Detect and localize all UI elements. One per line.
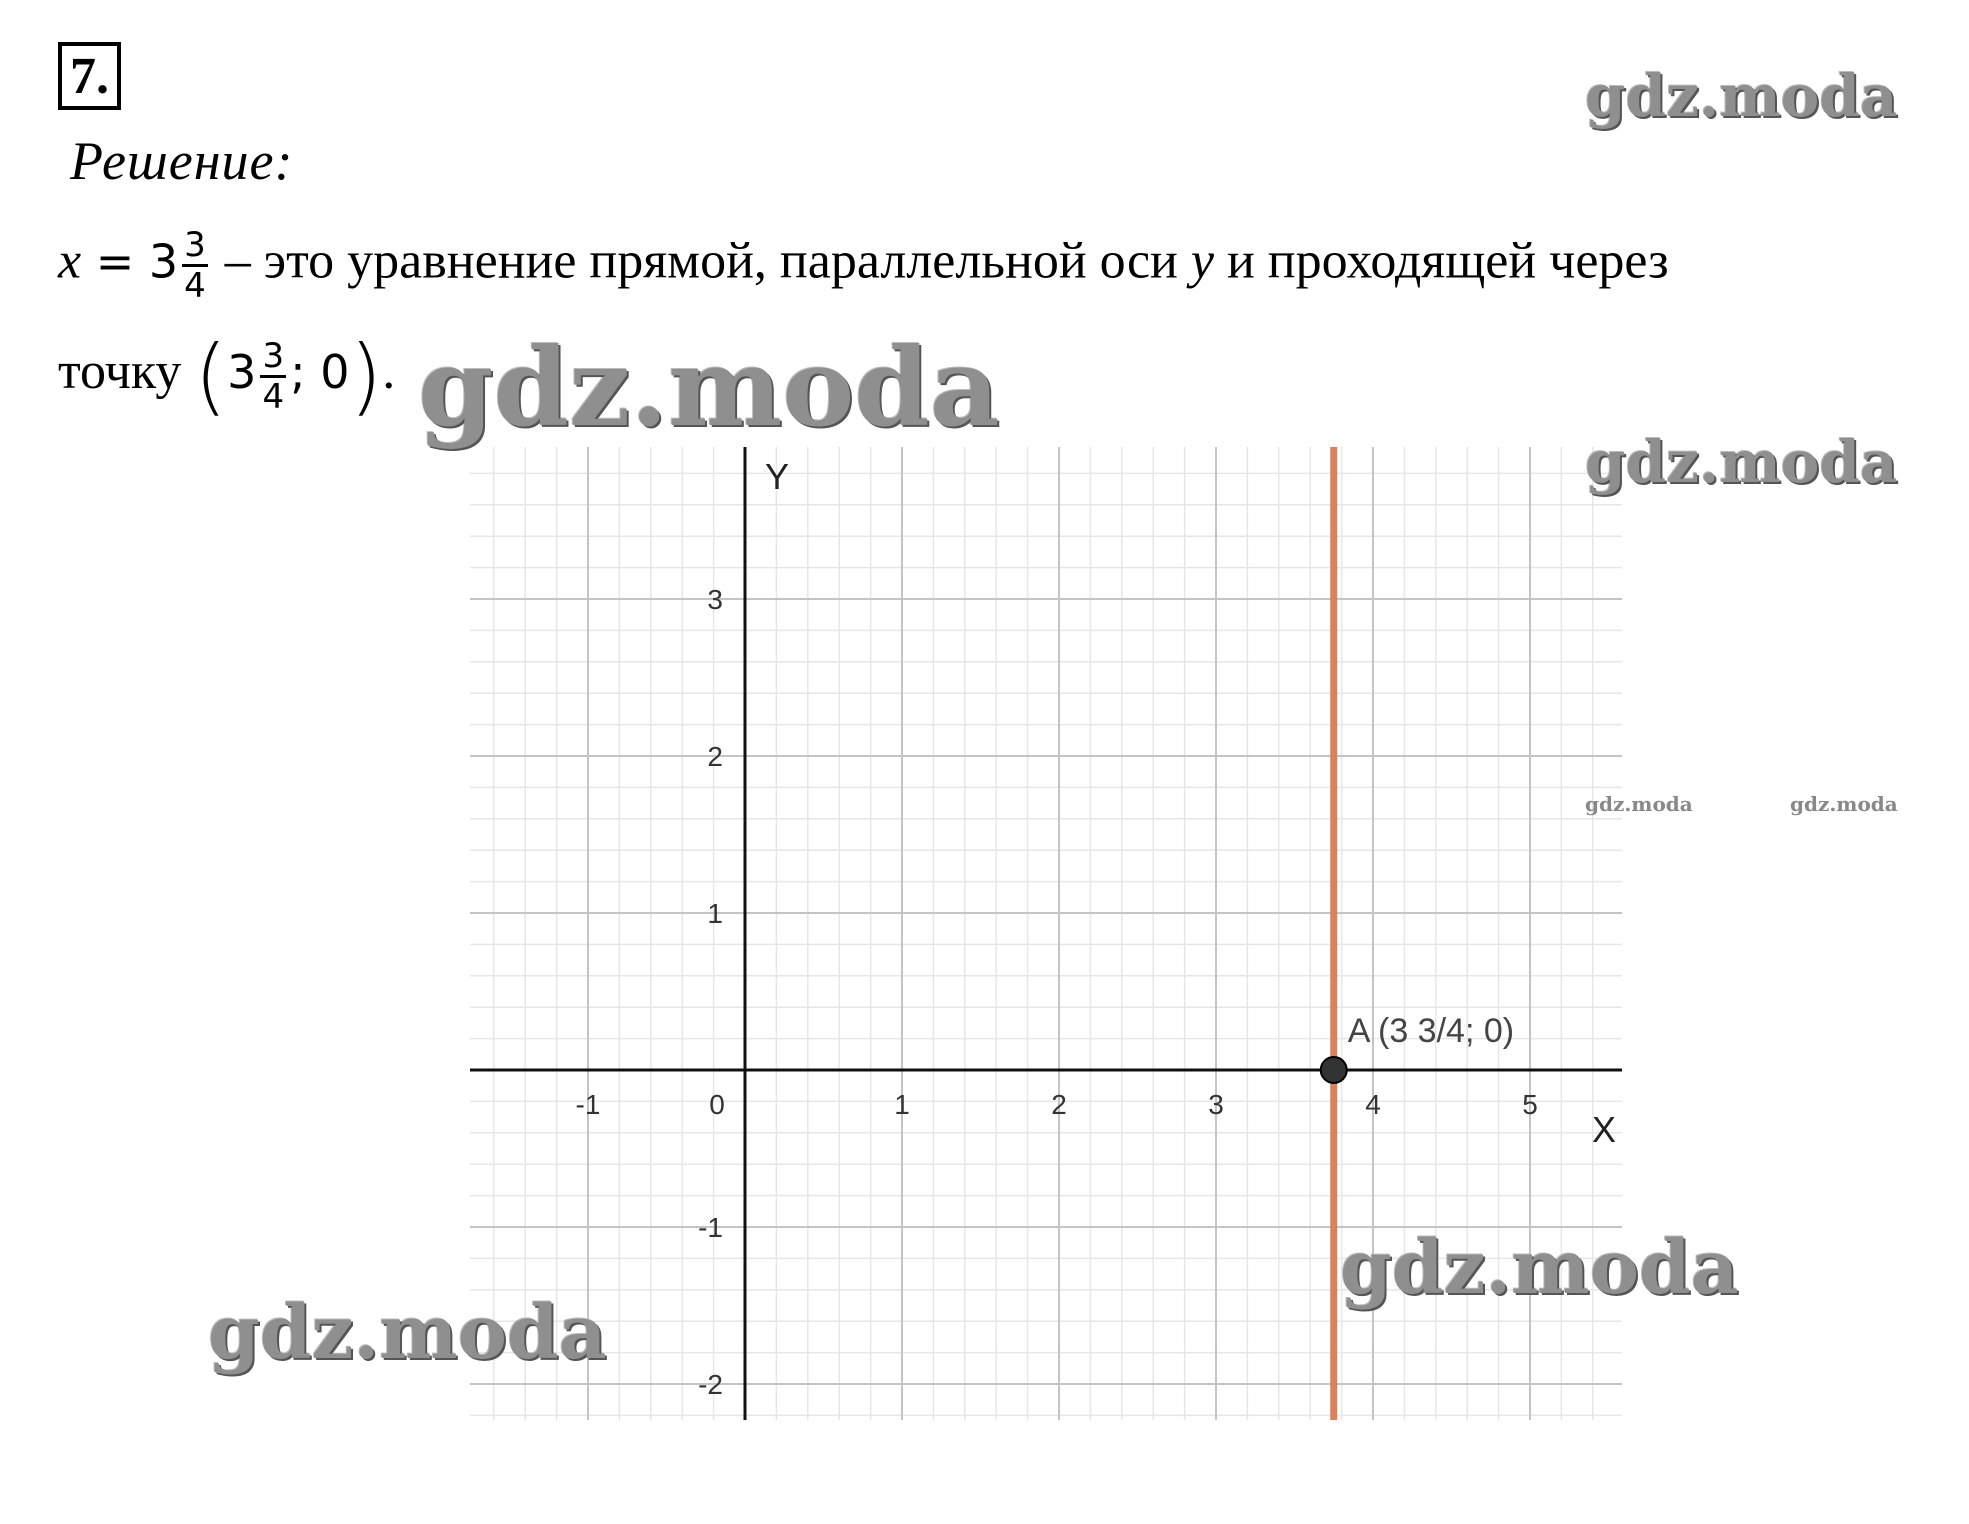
watermark: gdz.moda	[1790, 792, 1898, 816]
x-tick-label: 3	[1208, 1089, 1224, 1120]
y-tick-label: 2	[707, 741, 723, 772]
fraction-denominator: 4	[184, 266, 206, 306]
watermark: gdz.moda	[1340, 1225, 1739, 1311]
problem-number: 7.	[58, 42, 121, 110]
point-a-label: A (3 3/4; 0)	[1347, 1012, 1515, 1050]
x-tick-label: 1	[894, 1089, 910, 1120]
x-tick-label: 5	[1522, 1089, 1538, 1120]
watermark: gdz.moda	[1585, 792, 1693, 816]
equation-sign: = 3	[81, 234, 179, 289]
point-fraction-denominator: 4	[262, 376, 285, 417]
point-whole: 3	[227, 344, 257, 399]
close-paren: )	[349, 327, 383, 425]
period: .	[382, 342, 396, 400]
watermark: gdz.moda	[418, 325, 1000, 451]
equation-variable: x	[58, 232, 82, 290]
x-tick-label: 4	[1365, 1089, 1381, 1120]
x-axis-label: X	[1592, 1109, 1617, 1150]
watermark: gdz.moda	[1585, 428, 1898, 496]
y-axis-label: Y	[765, 456, 790, 497]
y-tick-label: -1	[698, 1212, 723, 1243]
x-tick-label: 0	[709, 1089, 725, 1120]
point-fraction-numerator: 3	[262, 335, 285, 376]
x-tick-label: 2	[1051, 1089, 1067, 1120]
point-a	[1321, 1057, 1347, 1083]
x-tick-label: -1	[575, 1089, 601, 1120]
y-tick-label: -2	[698, 1369, 723, 1400]
explanation-text-b: и проходящей через	[1213, 232, 1669, 290]
point-rest: ; 0	[290, 344, 350, 399]
open-paren: (	[194, 327, 228, 425]
fraction-numerator: 3	[184, 225, 206, 265]
point-word: точку	[58, 342, 195, 400]
y-tick-label: 1	[707, 898, 723, 929]
watermark: gdz.moda	[208, 1290, 607, 1376]
watermark: gdz.moda	[1585, 62, 1898, 130]
explanation-text-a: – это уравнение прямой, параллельной оси	[211, 232, 1191, 290]
solution-label: Решение:	[70, 131, 294, 191]
axis-variable: y	[1190, 232, 1214, 290]
y-tick-label: 3	[707, 584, 723, 615]
